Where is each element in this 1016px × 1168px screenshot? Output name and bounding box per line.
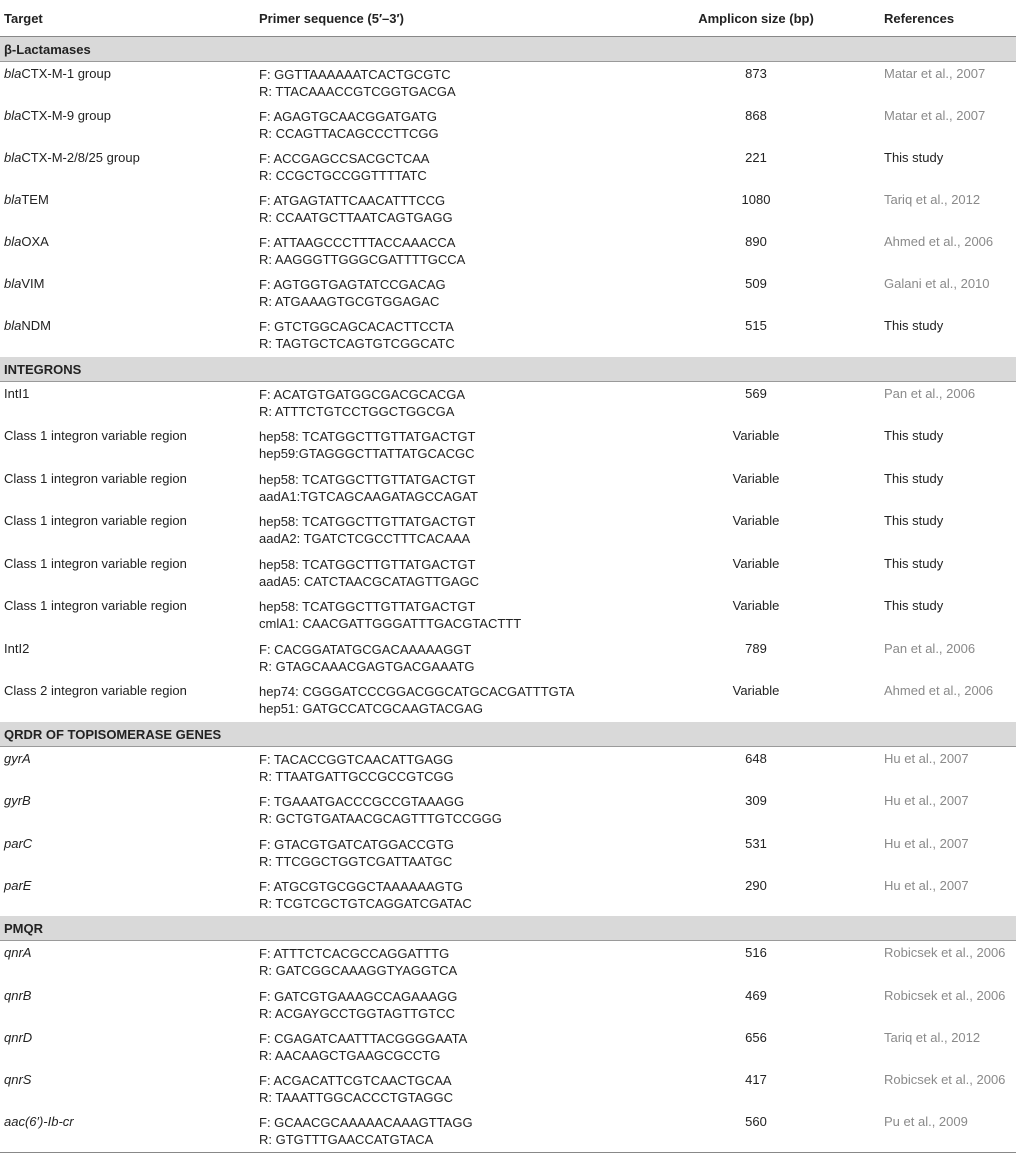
primer-forward: F: GCAACGCAAAAACAAAGTTAGG: [259, 1115, 473, 1130]
cell-reference[interactable]: Pu et al., 2009: [884, 1114, 968, 1129]
target-text: Class 1 integron variable region: [4, 556, 187, 571]
primer-reverse: aadA2: TGATCTCGCCTTTCACAAA: [259, 531, 471, 546]
cell-target: [4, 793, 31, 808]
cell-primer: [259, 471, 478, 505]
cell-reference[interactable]: Matar et al., 2007: [884, 108, 986, 123]
cell-amplicon-size: 221: [745, 150, 767, 165]
table-row: [0, 104, 1016, 146]
target-text: Class 1 integron variable region: [4, 428, 187, 443]
cell-primer: [259, 276, 446, 310]
header-target: Target: [4, 11, 43, 26]
cell-target: [4, 878, 31, 893]
primer-forward: F: ATTTCTCACGCCAGGATTTG: [259, 946, 450, 961]
cell-amplicon-size: 309: [745, 793, 767, 808]
target-italic: bla: [4, 108, 22, 123]
cell-target: [4, 513, 187, 528]
cell-amplicon-size: 290: [745, 878, 767, 893]
table-row: [0, 230, 1016, 272]
primer-reverse: R: ATGAAAGTGCGTGGAGAC: [259, 294, 440, 309]
primer-forward: F: GTACGTGATCATGGACCGTG: [259, 837, 454, 852]
cell-target: [4, 234, 49, 249]
cell-amplicon-size: Variable: [732, 428, 780, 443]
section-title: PMQR: [4, 921, 43, 936]
cell-amplicon-size: 890: [745, 234, 767, 249]
cell-target: [4, 836, 32, 851]
table-row: [0, 874, 1016, 916]
cell-reference: This study: [884, 598, 944, 613]
cell-target: [4, 556, 187, 571]
table-row: [0, 941, 1016, 984]
cell-reference[interactable]: Hu et al., 2007: [884, 793, 969, 808]
primer-forward: hep58: TCATGGCTTGTTATGACTGT: [259, 514, 476, 529]
target-text: IntI1: [4, 386, 30, 401]
primer-reverse: R: GTAGCAAACGAGTGACGAAATG: [259, 659, 475, 674]
primer-reverse: cmlA1: CAACGATTGGGATTTGACGTACTTT: [259, 616, 522, 631]
cell-target: [4, 683, 187, 698]
cell-amplicon-size: 560: [745, 1114, 767, 1129]
cell-primer: [259, 234, 465, 268]
target-italic: bla: [4, 318, 22, 333]
cell-reference[interactable]: Ahmed et al., 2006: [884, 683, 994, 698]
primer-reverse: R: TTCGGCTGGTCGATTAATGC: [259, 854, 453, 869]
table-row: [0, 552, 1016, 594]
cell-amplicon-size: 868: [745, 108, 767, 123]
cell-amplicon-size: 531: [745, 836, 767, 851]
primer-forward: F: CGAGATCAATTTACGGGGAATA: [259, 1031, 468, 1046]
section-header: [0, 916, 1016, 941]
table-row: [0, 382, 1016, 424]
target-italic: parE: [4, 878, 32, 893]
cell-amplicon-size: 1080: [741, 192, 771, 207]
primer-forward: F: GTCTGGCAGCACACTTCCTA: [259, 319, 454, 334]
primer-reverse: R: ACGAYGCCTGGTAGTTGTCC: [259, 1006, 455, 1021]
primer-reverse: R: TCGTCGCTGTCAGGATCGATAC: [259, 896, 472, 911]
section-title: INTEGRONS: [4, 362, 82, 377]
header-references: References: [884, 11, 955, 26]
primer-reverse: R: CCAGTTACAGCCCTTCGG: [259, 126, 439, 141]
primer-reverse: R: GTGTTTGAACCATGTACA: [259, 1132, 434, 1147]
table-row: [0, 1110, 1016, 1152]
section-header: [0, 357, 1016, 382]
cell-reference[interactable]: Robicsek et al., 2006: [884, 1072, 1006, 1087]
target-italic: qnrA: [4, 945, 32, 960]
section-title: QRDR OF TOPISOMERASE GENES: [4, 727, 222, 742]
table-row: [0, 1068, 1016, 1110]
primer-forward: F: GGTTAAAAAATCACTGCGTC: [259, 67, 451, 82]
cell-primer: [259, 751, 454, 785]
table-row: [0, 789, 1016, 832]
primer-reverse: R: ATTTCTGTCCTGGCTGGCGA: [259, 404, 455, 419]
primer-reverse: R: AACAAGCTGAAGCGCCTG: [259, 1048, 441, 1063]
table-row: [0, 509, 1016, 552]
table-row: [0, 747, 1016, 789]
cell-amplicon-size: Variable: [732, 556, 780, 571]
cell-target: [4, 1030, 32, 1045]
primer-forward: F: CACGGATATGCGACAAAAAGGT: [259, 642, 472, 657]
primer-forward: F: TGAAATGACCCGCCGTAAAGG: [259, 794, 465, 809]
primer-reverse: aadA5: CATCTAACGCATAGTTGAGC: [259, 574, 480, 589]
target-italic: bla: [4, 276, 22, 291]
cell-primer: [259, 150, 429, 184]
target-text: OXA: [21, 234, 49, 249]
cell-reference[interactable]: Robicsek et al., 2006: [884, 945, 1006, 960]
cell-target: [4, 988, 31, 1003]
cell-reference: This study: [884, 471, 944, 486]
cell-reference[interactable]: Tariq et al., 2012: [884, 192, 981, 207]
cell-target: [4, 1114, 74, 1129]
primer-reverse: R: AAGGGTTGGGCGATTTTGCCA: [259, 252, 466, 267]
primer-forward: hep58: TCATGGCTTGTTATGACTGT: [259, 472, 476, 487]
primer-forward: hep58: TCATGGCTTGTTATGACTGT: [259, 599, 476, 614]
target-italic: bla: [4, 192, 22, 207]
cell-target: [4, 108, 111, 123]
section-header: [0, 722, 1016, 747]
table-row: [0, 1026, 1016, 1068]
table-row: [0, 467, 1016, 509]
table-bottom-rule: [0, 1152, 1016, 1153]
cell-reference[interactable]: Hu et al., 2007: [884, 836, 969, 851]
target-text: Class 2 integron variable region: [4, 683, 187, 698]
primer-forward: F: ACCGAGCCSACGCTCAA: [259, 151, 430, 166]
target-text: NDM: [21, 318, 51, 333]
primer-forward: F: ACATGTGATGGCGACGCACGA: [259, 387, 466, 402]
target-italic: bla: [4, 150, 22, 165]
cell-primer: [259, 836, 454, 870]
section-header: [0, 37, 1016, 62]
cell-amplicon-size: Variable: [732, 598, 780, 613]
primer-reverse: R: CCAATGCTTAATCAGTGAGG: [259, 210, 453, 225]
table-row: [0, 314, 1016, 357]
target-text: Class 1 integron variable region: [4, 471, 187, 486]
primer-reverse: hep51: GATGCCATCGCAAGTACGAG: [259, 701, 483, 716]
primer-reverse: hep59:GTAGGGCTTATTATGCACGC: [259, 446, 475, 461]
table-row: [0, 424, 1016, 467]
table-row: [0, 984, 1016, 1026]
cell-target: [4, 66, 111, 81]
table-row: [0, 679, 1016, 722]
primer-reverse: aadA1:TGTCAGCAAGATAGCCAGAT: [259, 489, 478, 504]
cell-amplicon-size: 509: [745, 276, 767, 291]
target-text: CTX-M-9 group: [21, 108, 111, 123]
table-row: [0, 188, 1016, 230]
primer-reverse: R: CCGCTGCCGGTTTTATC: [259, 168, 427, 183]
cell-amplicon-size: 569: [745, 386, 767, 401]
cell-reference: This study: [884, 556, 944, 571]
cell-reference[interactable]: Matar et al., 2007: [884, 66, 986, 81]
cell-amplicon-size: 648: [745, 751, 767, 766]
cell-target: [4, 945, 31, 960]
cell-reference[interactable]: Galani et al., 2010: [884, 276, 990, 291]
cell-target: [4, 751, 31, 766]
target-italic: gyrA: [4, 751, 31, 766]
header-primer: Primer sequence (5′–3′): [259, 11, 404, 26]
primer-forward: F: AGAGTGCAACGGATGATG: [259, 109, 437, 124]
cell-target: [4, 641, 29, 656]
cell-primer: [259, 1114, 473, 1148]
target-italic: gyrB: [4, 793, 31, 808]
cell-target: [4, 318, 51, 333]
cell-primer: [259, 1030, 467, 1064]
target-italic: bla: [4, 66, 22, 81]
cell-amplicon-size: 873: [745, 66, 767, 81]
primer-forward: F: ATGAGTATTCAACATTTCCG: [259, 193, 446, 208]
table-row: [0, 594, 1016, 637]
cell-target: [4, 386, 29, 401]
cell-amplicon-size: 515: [745, 318, 767, 333]
cell-primer: [259, 66, 456, 100]
cell-reference[interactable]: Hu et al., 2007: [884, 751, 969, 766]
table-row: [0, 62, 1016, 104]
cell-primer: [259, 556, 479, 590]
cell-amplicon-size: Variable: [732, 683, 780, 698]
target-text: Class 1 integron variable region: [4, 513, 187, 528]
target-text: Class 1 integron variable region: [4, 598, 187, 613]
cell-reference[interactable]: Pan et al., 2006: [884, 386, 976, 401]
primer-forward: hep58: TCATGGCTTGTTATGACTGT: [259, 429, 476, 444]
table-row: [0, 637, 1016, 679]
primer-forward: F: ACGACATTCGTCAACTGCAA: [259, 1073, 452, 1088]
cell-primer: [259, 513, 475, 547]
primer-reverse: R: TAGTGCTCAGTGTCGGCATC: [259, 336, 455, 351]
cell-primer: [259, 318, 455, 352]
primer-forward: F: TACACCGGTCAACATTGAGG: [259, 752, 454, 767]
primer-reverse: R: TTAATGATTGCCGCCGTCGG: [259, 769, 454, 784]
cell-primer: [259, 945, 457, 979]
target-text: IntI2: [4, 641, 30, 656]
header-amplicon: Amplicon size (bp): [698, 11, 814, 26]
table-row: [0, 146, 1016, 188]
table-header: [0, 0, 1016, 37]
cell-reference[interactable]: Robicsek et al., 2006: [884, 988, 1006, 1003]
primer-forward: hep74: CGGGATCCCGGACGGCATGCACGATTTGTA: [259, 684, 575, 699]
cell-primer: [259, 878, 472, 912]
primer-forward: F: GATCGTGAAAGCCAGAAAGG: [259, 989, 458, 1004]
target-text: CTX-M-2/8/25 group: [21, 150, 140, 165]
cell-target: [4, 428, 187, 443]
cell-target: [4, 150, 140, 165]
primer-forward: F: ATGCGTGCGGCTAAAAAAGTG: [259, 879, 463, 894]
cell-amplicon-size: Variable: [732, 471, 780, 486]
cell-reference[interactable]: Ahmed et al., 2006: [884, 234, 994, 249]
cell-reference: This study: [884, 318, 944, 333]
cell-primer: [259, 386, 465, 420]
cell-reference[interactable]: Pan et al., 2006: [884, 641, 976, 656]
cell-target: [4, 1072, 31, 1087]
cell-primer: [259, 793, 502, 827]
cell-reference: This study: [884, 428, 944, 443]
target-text: CTX-M-1 group: [21, 66, 111, 81]
cell-primer: [259, 988, 457, 1022]
section-title: β-Lactamases: [4, 42, 91, 57]
cell-primer: [259, 683, 574, 717]
cell-amplicon-size: 656: [745, 1030, 767, 1045]
cell-amplicon-size: 469: [745, 988, 767, 1003]
cell-primer: [259, 1072, 453, 1106]
cell-reference: This study: [884, 150, 944, 165]
cell-amplicon-size: Variable: [732, 513, 780, 528]
target-italic: parC: [4, 836, 33, 851]
target-italic: bla: [4, 234, 22, 249]
primer-reverse: R: TTACAAACCGTCGGTGACGA: [259, 84, 456, 99]
cell-amplicon-size: 516: [745, 945, 767, 960]
primer-reverse: R: GATCGGCAAAGGTYAGGTCA: [259, 963, 458, 978]
target-italic: qnrD: [4, 1030, 33, 1045]
cell-target: [4, 276, 44, 291]
table-row: [0, 272, 1016, 314]
table-row: [0, 832, 1016, 874]
target-italic: qnrB: [4, 988, 32, 1003]
target-italic: qnrS: [4, 1072, 32, 1087]
primer-forward: hep58: TCATGGCTTGTTATGACTGT: [259, 557, 476, 572]
cell-primer: [259, 192, 453, 226]
cell-primer: [259, 641, 475, 675]
cell-primer: [259, 108, 439, 142]
target-text: VIM: [21, 276, 45, 291]
target-italic: aac(6′)-Ib-cr: [4, 1114, 74, 1129]
cell-reference: This study: [884, 513, 944, 528]
primer-reverse: R: GCTGTGATAACGCAGTTTGTCCGGG: [259, 811, 502, 826]
cell-amplicon-size: 417: [745, 1072, 767, 1087]
cell-target: [4, 192, 49, 207]
primer-reverse: R: TAAATTGGCACCCTGTAGGC: [259, 1090, 454, 1105]
cell-target: [4, 471, 187, 486]
cell-target: [4, 598, 187, 613]
cell-amplicon-size: 789: [745, 641, 767, 656]
cell-primer: [259, 598, 521, 632]
target-text: TEM: [21, 192, 49, 207]
primer-forward: F: AGTGGTGAGTATCCGACAG: [259, 277, 446, 292]
primer-forward: F: ATTAAGCCCTTTACCAAACCA: [259, 235, 456, 250]
cell-reference[interactable]: Tariq et al., 2012: [884, 1030, 981, 1045]
cell-primer: [259, 428, 475, 462]
cell-reference[interactable]: Hu et al., 2007: [884, 878, 969, 893]
